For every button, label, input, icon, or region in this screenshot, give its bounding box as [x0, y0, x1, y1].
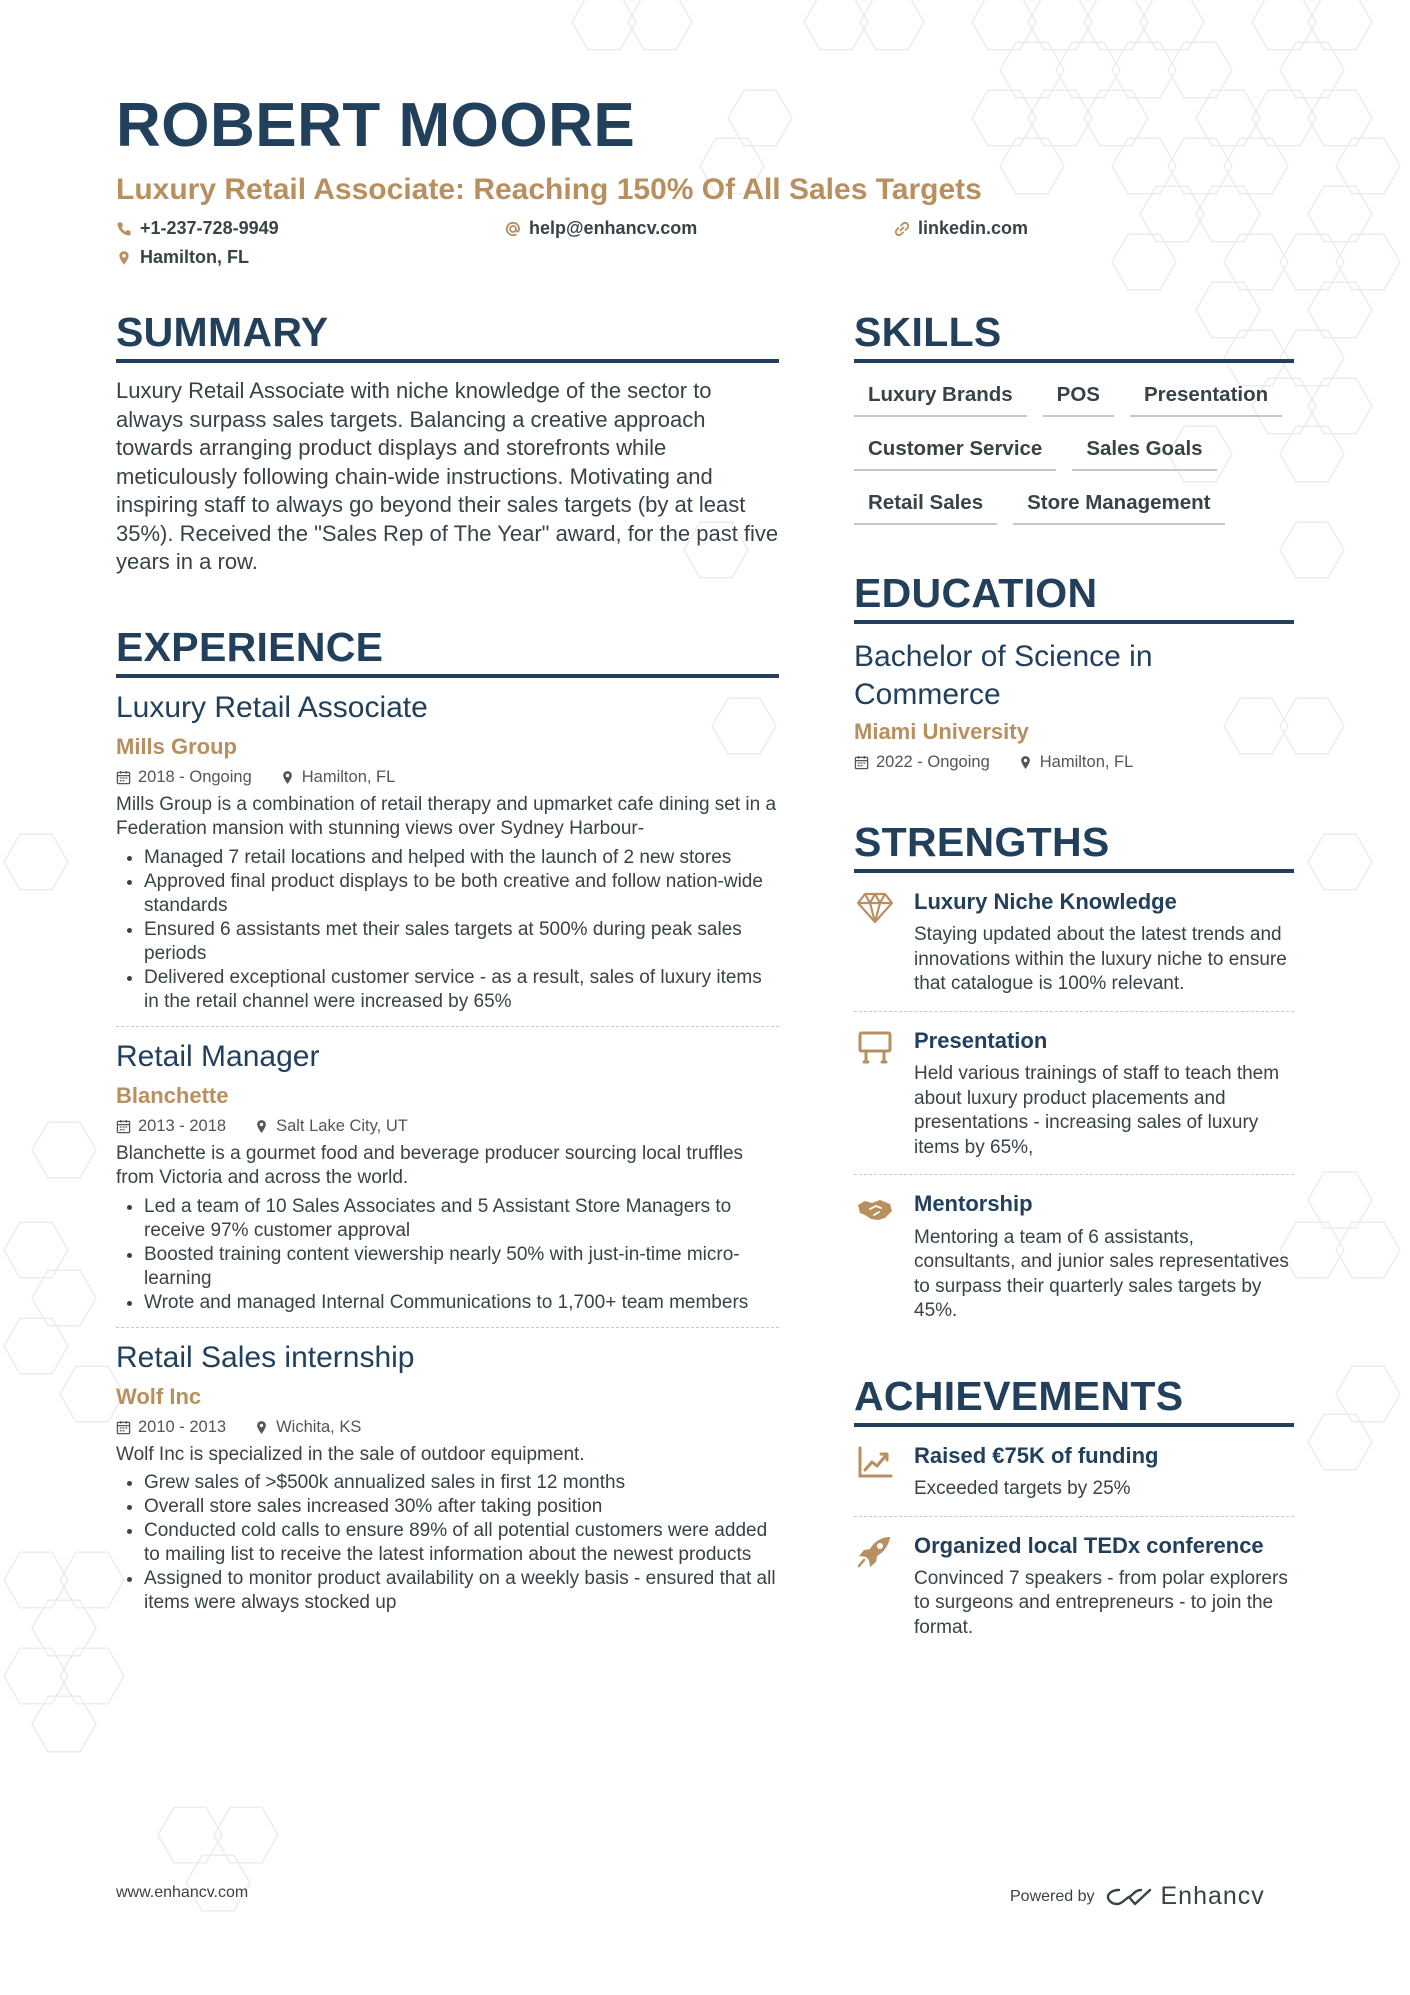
calendar-icon [116, 1119, 131, 1134]
job-dates [116, 1418, 226, 1437]
feature-body [914, 1443, 1158, 1502]
strength-item [854, 873, 1294, 1012]
feature-title: Luxury Niche Knowledge [914, 889, 1177, 914]
skill-tag: Retail Sales [854, 485, 997, 525]
job-description: Mills Group is a combination of retail therapy and upmarket cafe dining set in a Federation mansion with stunning views over Sydney Harbour- [116, 793, 777, 839]
job-location [254, 1418, 361, 1437]
strengths-section [854, 819, 1294, 1338]
achievements-section [854, 1372, 1294, 1655]
skills-title: SKILLS [854, 312, 1294, 363]
strengths-title: STRENGTHS [854, 822, 1294, 873]
job-location-text: Wichita, KS [276, 1417, 362, 1436]
bullet-item: • Boosted training content viewership nearly 50% with just-in-time micro-learning [144, 1243, 779, 1291]
skill-tag: Customer Service [854, 431, 1056, 471]
feature-body [914, 1028, 1294, 1160]
company-name[interactable]: Mills Group [116, 733, 237, 759]
skill-tag: Luxury Brands [854, 377, 1027, 417]
footer-url[interactable]: www.enhancv.com [116, 1884, 249, 1901]
feature-body [914, 1191, 1294, 1323]
feature-body [914, 1533, 1294, 1641]
bullet-item: • Assigned to monitor product availability on a weekly basis - ensured that all items were always stocked up [144, 1567, 779, 1615]
feature-title: Presentation [914, 1027, 1048, 1053]
bullet-item: • Grew sales of >$500k annualized sales in first 12 months [144, 1471, 779, 1495]
enhancv-logo-icon [1105, 1885, 1153, 1909]
strength-item [854, 1175, 1294, 1337]
feature-description: Mentoring a team of 6 assistants, consultants, and junior sales representatives to surpass their quarterly sales targets by 45%. [914, 1226, 1289, 1322]
summary-section [116, 309, 779, 577]
job-dates-text: 2018 - Ongoing [138, 767, 252, 786]
bullet-item: • Delivered exceptional customer service - as a result, sales of luxury items in the retail channel were increased by 65% [144, 966, 779, 1014]
strengths-list [854, 873, 1294, 1338]
handshake-icon [854, 1191, 896, 1323]
diamond-icon [854, 889, 896, 997]
powered-by-label: Powered by [1010, 1887, 1095, 1905]
link-icon [894, 221, 910, 237]
job-location-text: Salt Lake City, UT [276, 1116, 408, 1135]
location-pin-icon [1018, 755, 1033, 770]
brand-name: Enhancv [1160, 1882, 1265, 1910]
chart-line-icon [854, 1443, 896, 1502]
summary-title: SUMMARY [116, 312, 779, 363]
location-pin-icon [254, 1119, 269, 1134]
job-location-text: Hamilton, FL [301, 767, 396, 786]
location-pin-icon [280, 770, 295, 785]
job-description: Blanchette is a gourmet food and beverage producer sourcing local truffles from Victoria and across the world. [116, 1142, 744, 1188]
email-text: help@enhancv.com [529, 218, 698, 238]
skill-tag: Presentation [1130, 377, 1282, 417]
achievements-list [854, 1427, 1294, 1655]
contact-email[interactable] [505, 218, 697, 239]
location-text: Hamilton, FL [140, 247, 249, 267]
location-pin-icon [254, 1420, 269, 1435]
bullet-item: • Ensured 6 assistants met their sales targets at 500% during peak sales periods [144, 918, 779, 966]
job-bullets [116, 1471, 779, 1615]
skill-tag: POS [1043, 377, 1114, 417]
job-location [254, 1117, 408, 1136]
feature-title: Raised €75K of funding [914, 1442, 1159, 1468]
skill-tag: Sales Goals [1072, 431, 1216, 471]
powered-by[interactable] [1010, 1882, 1265, 1911]
job-dates-text: 2010 - 2013 [138, 1417, 227, 1436]
education-dates-text: 2022 - Ongoing [876, 753, 990, 771]
job-entry [116, 1039, 779, 1328]
achievements-title: ACHIEVEMENTS [854, 1376, 1294, 1427]
education-location-text: Hamilton, FL [1039, 753, 1134, 771]
left-column [116, 309, 779, 1639]
experience-title: EXPERIENCE [116, 627, 779, 678]
job-dates [116, 768, 252, 787]
calendar-icon [854, 755, 869, 770]
company-name[interactable]: Wolf Inc [116, 1383, 202, 1409]
calendar-icon [116, 770, 131, 785]
calendar-icon [116, 1420, 131, 1435]
phone-icon [116, 221, 132, 237]
bullet-item: • Led a team of 10 Sales Associates and 5 Assistant Store Managers to receive 97% customer approval [144, 1195, 779, 1243]
job-location [280, 768, 396, 787]
job-meta [116, 768, 779, 787]
strength-item [854, 1012, 1294, 1175]
job-meta [116, 1117, 779, 1136]
job-title: Luxury Retail Associate [116, 690, 428, 724]
location-pin-icon [116, 250, 132, 266]
education-title: EDUCATION [854, 573, 1294, 624]
skills-section [854, 309, 1294, 525]
skill-tag: Store Management [1013, 485, 1224, 525]
bullet-item: • Overall store sales increased 30% after taking position [144, 1495, 779, 1519]
contact-linkedin[interactable] [894, 218, 1028, 239]
job-title: Retail Manager [116, 1039, 320, 1073]
skills-list [854, 377, 1294, 525]
job-meta [116, 1418, 779, 1437]
job-description: Wolf Inc is specialized in the sale of outdoor equipment. [116, 1443, 585, 1465]
job-entry [116, 690, 779, 1027]
bullet-item: • Conducted cold calls to ensure 89% of all potential customers were added to mailing list to receive the latest information about the newest products [144, 1519, 779, 1567]
at-icon [505, 221, 521, 237]
feature-body [914, 889, 1294, 997]
job-dates [116, 1117, 226, 1136]
feature-description: Staying updated about the latest trends and innovations within the luxury niche to ensure that catalogue is 100% relevant. [914, 924, 1287, 995]
education-dates [854, 753, 990, 772]
school: Miami University [854, 719, 1029, 744]
contact-location [116, 247, 249, 268]
candidate-name: ROBERT MOORE [116, 91, 636, 160]
experience-list [116, 690, 779, 1628]
feature-description: Exceeded targets by 25% [914, 1478, 1131, 1500]
contact-phone[interactable] [116, 218, 279, 239]
enhancv-logo [1105, 1882, 1265, 1911]
job-bullets [116, 846, 779, 1014]
job-bullets [116, 1195, 779, 1315]
experience-section [116, 623, 779, 1628]
company-name[interactable]: Blanchette [116, 1082, 229, 1108]
phone-text: +1-237-728-9949 [140, 218, 279, 238]
job-title: Retail Sales internship [116, 1340, 415, 1374]
rocket-icon [854, 1533, 896, 1641]
candidate-headline: Luxury Retail Associate: Reaching 150% Of All Sales Targets [116, 173, 982, 206]
bullet-item: • Wrote and managed Internal Communications to 1,700+ team members [144, 1291, 779, 1315]
achievement-item [854, 1427, 1294, 1517]
linkedin-text: linkedin.com [918, 218, 1029, 238]
feature-title: Mentorship [914, 1191, 1033, 1217]
education-section [854, 570, 1294, 772]
feature-description: Held various trainings of staff to teach them about luxury product placements and presentations - increasing sales of luxury items by 65%, [914, 1063, 1280, 1158]
job-entry [116, 1340, 779, 1628]
feature-title: Organized local TEDx conference [914, 1532, 1264, 1558]
education-location [1018, 753, 1134, 772]
easel-icon [854, 1028, 896, 1160]
feature-description: Convinced 7 speakers - from polar explorers to surgeons and entrepreneurs - to join the format. [914, 1567, 1288, 1638]
summary-text: Luxury Retail Associate with niche knowledge of the sector to always surpass sales targets. Balancing a creative approach towards arranging product displays and storefronts while meticulously following chain-wide instructions. Motivating and inspiring staff to always go beyond their sales targets (by at least 35%). Received the "Sales Rep of The Year" award, for the past five years in a row. [116, 378, 779, 574]
degree: Bachelor of Science in Commerce [854, 640, 1153, 711]
bullet-item: • Managed 7 retail locations and helped with the launch of 2 new stores [144, 846, 779, 870]
bullet-item: • Approved final product displays to be both creative and follow nation-wide standards [144, 870, 779, 918]
job-dates-text: 2013 - 2018 [138, 1116, 227, 1135]
right-column [854, 309, 1294, 1654]
education-meta [854, 753, 1294, 772]
achievement-item [854, 1517, 1294, 1655]
